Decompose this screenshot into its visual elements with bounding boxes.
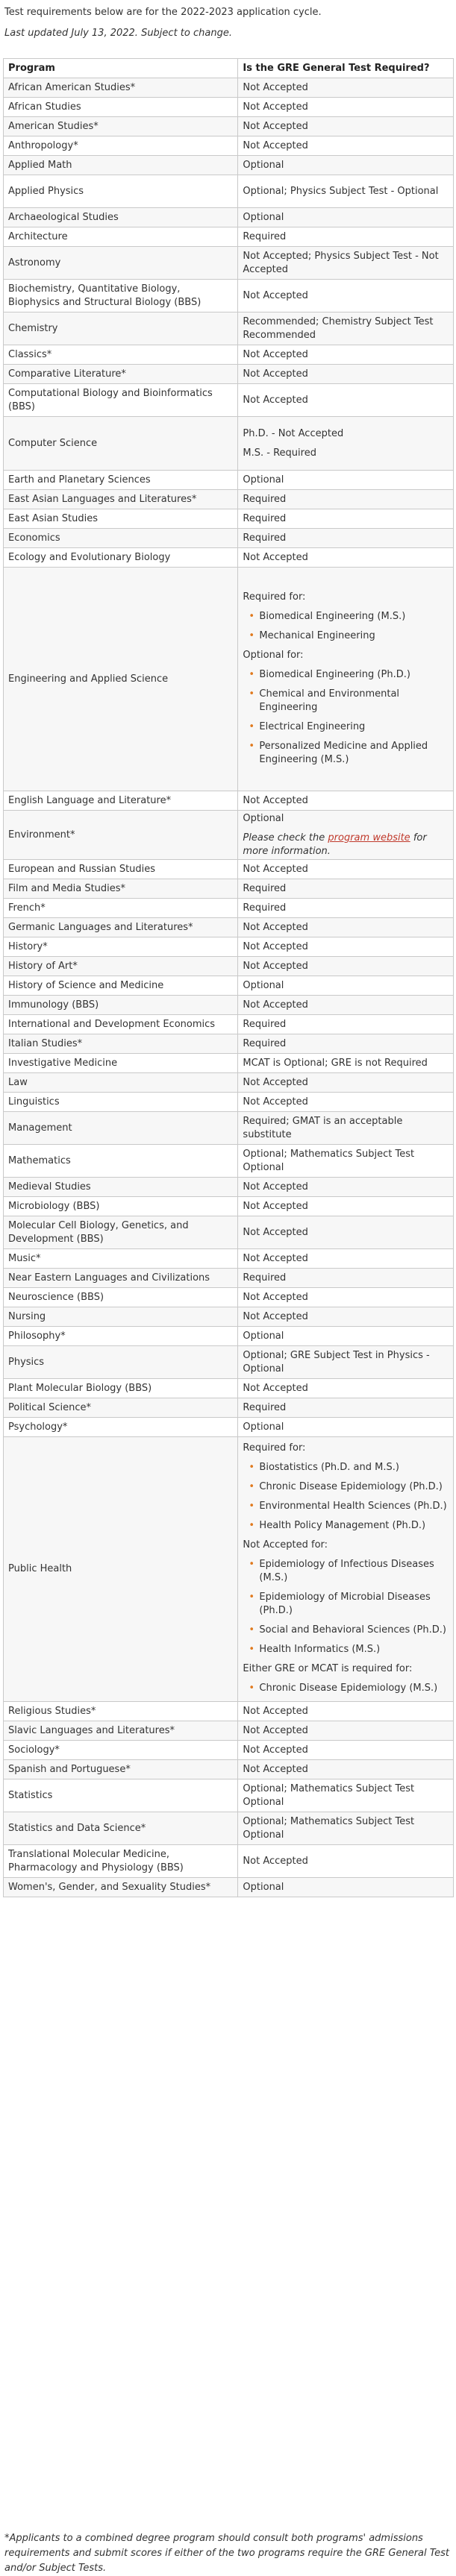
requirement-list (243, 1682, 449, 1695)
program-name: Political Science* (4, 1398, 238, 1418)
program-name: Plant Molecular Biology (BBS) (4, 1379, 238, 1398)
requirement-list (243, 668, 449, 767)
table-row (4, 175, 454, 208)
gre-requirement: Optional (238, 208, 454, 227)
program-name: International and Development Economics (4, 1015, 238, 1034)
table-row (4, 1178, 454, 1197)
program-name: Statistics and Data Science* (4, 1812, 238, 1845)
gre-requirement: Not Accepted (238, 365, 454, 384)
table-row (4, 156, 454, 175)
gre-requirement: Not Accepted (238, 996, 454, 1015)
gre-requirement: Not Accepted (238, 136, 454, 156)
program-name: African Studies (4, 98, 238, 117)
program-name: Comparative Literature* (4, 365, 238, 384)
last-updated: Last updated July 13, 2022. Subject to change. (4, 28, 232, 39)
intro (4, 4, 451, 42)
table-row (4, 1779, 454, 1812)
gre-requirement: Not Accepted (238, 1307, 454, 1327)
gre-requirement: Not Accepted (238, 1741, 454, 1760)
requirement-section-label: Required for: (243, 591, 306, 603)
table-row (4, 918, 454, 937)
list-item: • Chronic Disease Epidemiology (Ph.D.) (259, 1480, 449, 1494)
program-name: Law (4, 1073, 238, 1093)
table-row (4, 1379, 454, 1398)
table-row (4, 280, 454, 312)
program-name: Microbiology (BBS) (4, 1197, 238, 1216)
table-row (4, 1093, 454, 1112)
table-body (4, 78, 454, 1897)
program-name: Applied Physics (4, 175, 238, 208)
gre-requirement: Recommended; Chemistry Subject Test Recommended (238, 312, 454, 345)
requirement-list (243, 1461, 449, 1533)
program-name: Psychology* (4, 1418, 238, 1437)
table-row (4, 1346, 454, 1379)
table-row (4, 1034, 454, 1054)
gre-requirement: Optional (238, 1327, 454, 1346)
table-row (4, 417, 454, 471)
table-row (4, 247, 454, 280)
table-row (4, 1145, 454, 1178)
table-row (4, 471, 454, 490)
gre-requirement (238, 417, 454, 471)
note-text: for more information. (243, 832, 427, 857)
table-row (4, 1812, 454, 1845)
table-row (4, 1437, 454, 1702)
gre-requirement: Not Accepted (238, 117, 454, 136)
program-name: Molecular Cell Biology, Genetics, and Development (BBS) (4, 1216, 238, 1249)
intro-text: Test requirements below are for the 2022-2023 application cycle. (4, 7, 322, 18)
program-name: Italian Studies* (4, 1034, 238, 1054)
gre-requirement: Not Accepted (238, 1702, 454, 1721)
gre-requirement: Optional (238, 156, 454, 175)
table-row (4, 227, 454, 247)
list-item: • Epidemiology of Infectious Diseases (M.S.) (259, 1558, 449, 1585)
table-row (4, 976, 454, 996)
gre-requirement: Optional (238, 471, 454, 490)
table-row (4, 1845, 454, 1878)
program-name: East Asian Languages and Literatures* (4, 490, 238, 509)
table-row (4, 529, 454, 548)
header-program: Program (4, 59, 238, 78)
gre-requirement: Not Accepted (238, 78, 454, 98)
program-name: Chemistry (4, 312, 238, 345)
program-name: African American Studies* (4, 78, 238, 98)
program-name: Music* (4, 1249, 238, 1269)
gre-requirement (238, 568, 454, 791)
table-row (4, 548, 454, 568)
gre-requirement: Not Accepted (238, 98, 454, 117)
gre-requirement: Optional (238, 1878, 454, 1897)
program-name: History of Science and Medicine (4, 976, 238, 996)
gre-requirement: Not Accepted (238, 1178, 454, 1197)
program-name: Nursing (4, 1307, 238, 1327)
table-row (4, 568, 454, 791)
program-name: Film and Media Studies* (4, 879, 238, 899)
table-row (4, 1741, 454, 1760)
table-row (4, 937, 454, 957)
gre-requirement (238, 1437, 454, 1702)
environment-note (243, 832, 449, 858)
table-header-row (4, 59, 454, 78)
program-name: Sociology* (4, 1741, 238, 1760)
program-name: East Asian Studies (4, 509, 238, 529)
table-row (4, 1197, 454, 1216)
table-row (4, 1327, 454, 1346)
table-row (4, 490, 454, 509)
gre-requirement: Not Accepted (238, 1379, 454, 1398)
gre-requirement: Not Accepted (238, 1216, 454, 1249)
list-item: • Personalized Medicine and Applied Engineering (M.S.) (259, 740, 449, 767)
program-name: Near Eastern Languages and Civilizations (4, 1269, 238, 1288)
program-name: Biochemistry, Quantitative Biology, Biophysics and Structural Biology (BBS) (4, 280, 238, 312)
gre-requirement: Not Accepted (238, 1760, 454, 1779)
table-row (4, 879, 454, 899)
gre-requirement: Not Accepted (238, 937, 454, 957)
table-row (4, 117, 454, 136)
table-row (4, 811, 454, 860)
table-row (4, 312, 454, 345)
program-name: Computational Biology and Bioinformatics (BBS) (4, 384, 238, 417)
gre-requirement: Required (238, 879, 454, 899)
requirement-list (243, 610, 449, 643)
program-name: History* (4, 937, 238, 957)
table-row (4, 208, 454, 227)
program-name: French* (4, 899, 238, 918)
program-name: Management (4, 1112, 238, 1145)
table-row (4, 1288, 454, 1307)
list-item: • Health Informatics (M.S.) (259, 1643, 449, 1656)
requirement-section-label: Either GRE or MCAT is required for: (243, 1663, 413, 1674)
table-row (4, 1418, 454, 1437)
table-row (4, 78, 454, 98)
gre-requirement: Required (238, 490, 454, 509)
gre-requirement: Not Accepted (238, 1249, 454, 1269)
program-name: Medieval Studies (4, 1178, 238, 1197)
program-name: Slavic Languages and Literatures* (4, 1721, 238, 1741)
gre-requirement: Not Accepted (238, 548, 454, 568)
table-row (4, 1760, 454, 1779)
program-name: Religious Studies* (4, 1702, 238, 1721)
table-row (4, 509, 454, 529)
table-row (4, 1249, 454, 1269)
gre-requirement: Required; GMAT is an acceptable substitute (238, 1112, 454, 1145)
list-item: • Epidemiology of Microbial Diseases (Ph.D.) (259, 1591, 449, 1618)
gre-requirement: Not Accepted; Physics Subject Test - Not Accepted (238, 247, 454, 280)
list-item: • Environmental Health Sciences (Ph.D.) (259, 1500, 449, 1513)
table-row (4, 365, 454, 384)
table-row (4, 791, 454, 811)
gre-requirement: Not Accepted (238, 280, 454, 312)
table-row (4, 1307, 454, 1327)
program-name: Linguistics (4, 1093, 238, 1112)
list-item: • Electrical Engineering (259, 720, 449, 734)
table-row (4, 1015, 454, 1034)
gre-requirements-table (3, 58, 454, 1897)
requirement-section-label: Optional for: (243, 649, 304, 661)
gre-requirement: Optional (238, 1418, 454, 1437)
gre-requirement: Not Accepted (238, 1093, 454, 1112)
gre-requirement: Not Accepted (238, 918, 454, 937)
program-name: European and Russian Studies (4, 860, 238, 879)
program-name: Classics* (4, 345, 238, 365)
program-name: History of Art* (4, 957, 238, 976)
gre-requirement: Not Accepted (238, 1197, 454, 1216)
program-name: American Studies* (4, 117, 238, 136)
program-name: Physics (4, 1346, 238, 1379)
table-row (4, 1721, 454, 1741)
gre-requirement: Not Accepted (238, 791, 454, 811)
list-item: • Health Policy Management (Ph.D.) (259, 1519, 449, 1533)
gre-requirement: Optional; Physics Subject Test - Optional (238, 175, 454, 208)
gre-requirement: Not Accepted (238, 1073, 454, 1093)
program-website-link[interactable]: program website (328, 832, 410, 844)
table-row (4, 899, 454, 918)
gre-requirement: Optional; Mathematics Subject Test Optional (238, 1145, 454, 1178)
gre-requirement: Not Accepted (238, 1845, 454, 1878)
program-name: Applied Math (4, 156, 238, 175)
program-name: Public Health (4, 1437, 238, 1702)
requirement-line: Ph.D. - Not Accepted (243, 427, 344, 439)
program-name: Investigative Medicine (4, 1054, 238, 1073)
gre-requirement: Optional; Mathematics Subject Test Optional (238, 1812, 454, 1845)
program-name: Earth and Planetary Sciences (4, 471, 238, 490)
program-name: Women's, Gender, and Sexuality Studies* (4, 1878, 238, 1897)
gre-requirement: Not Accepted (238, 1288, 454, 1307)
requirement-section-label: Not Accepted for: (243, 1539, 328, 1551)
list-item: • Chronic Disease Epidemiology (M.S.) (259, 1682, 449, 1695)
note-text: Please check the (243, 832, 328, 844)
program-name: Engineering and Applied Science (4, 568, 238, 791)
gre-requirement: Required (238, 1269, 454, 1288)
table-row (4, 957, 454, 976)
table-row (4, 136, 454, 156)
program-name: Spanish and Portuguese* (4, 1760, 238, 1779)
gre-requirement: Required (238, 899, 454, 918)
table-row (4, 1073, 454, 1093)
table-row (4, 860, 454, 879)
list-item: • Biomedical Engineering (M.S.) (259, 610, 449, 623)
table-row (4, 384, 454, 417)
gre-requirement: Not Accepted (238, 860, 454, 879)
program-name: Immunology (BBS) (4, 996, 238, 1015)
program-name: Economics (4, 529, 238, 548)
requirement-line: M.S. - Required (243, 447, 316, 459)
program-name: Astronomy (4, 247, 238, 280)
program-name: Mathematics (4, 1145, 238, 1178)
program-name: Statistics (4, 1779, 238, 1812)
list-item: • Mechanical Engineering (259, 629, 449, 643)
gre-requirement: Required (238, 509, 454, 529)
gre-requirement: Optional; GRE Subject Test in Physics - Optional (238, 1346, 454, 1379)
requirement-list (243, 1558, 449, 1656)
table-row (4, 1216, 454, 1249)
header-gre-required: Is the GRE General Test Required? (238, 59, 454, 78)
program-name: Ecology and Evolutionary Biology (4, 548, 238, 568)
program-name: Translational Molecular Medicine, Pharmacology and Physiology (BBS) (4, 1845, 238, 1878)
program-name: Architecture (4, 227, 238, 247)
list-item: • Biomedical Engineering (Ph.D.) (259, 668, 449, 682)
list-item: • Biostatistics (Ph.D. and M.S.) (259, 1461, 449, 1474)
table-row (4, 1112, 454, 1145)
gre-requirement: Required (238, 529, 454, 548)
gre-requirement (238, 811, 454, 860)
list-item: • Social and Behavioral Sciences (Ph.D.) (259, 1624, 449, 1637)
table-row (4, 996, 454, 1015)
table-row (4, 1269, 454, 1288)
gre-requirement: Not Accepted (238, 1721, 454, 1741)
program-name: Neuroscience (BBS) (4, 1288, 238, 1307)
table-row (4, 345, 454, 365)
gre-requirement: Optional (238, 976, 454, 996)
gre-requirement: Not Accepted (238, 345, 454, 365)
program-name: Computer Science (4, 417, 238, 471)
program-name: Philosophy* (4, 1327, 238, 1346)
gre-requirement: Optional; Mathematics Subject Test Optional (238, 1779, 454, 1812)
requirement-section-label: Required for: (243, 1442, 306, 1454)
program-name: Anthropology* (4, 136, 238, 156)
gre-requirement: Required (238, 1034, 454, 1054)
requirement-line: Optional (243, 812, 284, 824)
table-row (4, 1054, 454, 1073)
table-row (4, 1878, 454, 1897)
footnote: *Applicants to a combined degree program should consult both programs' admissions requirements and submit scores if either of the two programs require the GRE General Test and/or Subject Tests. (4, 2533, 449, 2574)
gre-requirement: Required (238, 227, 454, 247)
gre-requirement: Required (238, 1398, 454, 1418)
list-item: • Chemical and Environmental Engineering (259, 688, 449, 714)
program-name: English Language and Literature* (4, 791, 238, 811)
gre-requirement: Required (238, 1015, 454, 1034)
gre-requirement: Not Accepted (238, 957, 454, 976)
table-row (4, 98, 454, 117)
program-name: Archaeological Studies (4, 208, 238, 227)
gre-requirement: MCAT is Optional; GRE is not Required (238, 1054, 454, 1073)
program-name: Environment* (4, 811, 238, 860)
table-row (4, 1398, 454, 1418)
gre-requirement: Not Accepted (238, 384, 454, 417)
program-name: Germanic Languages and Literatures* (4, 918, 238, 937)
table-row (4, 1702, 454, 1721)
